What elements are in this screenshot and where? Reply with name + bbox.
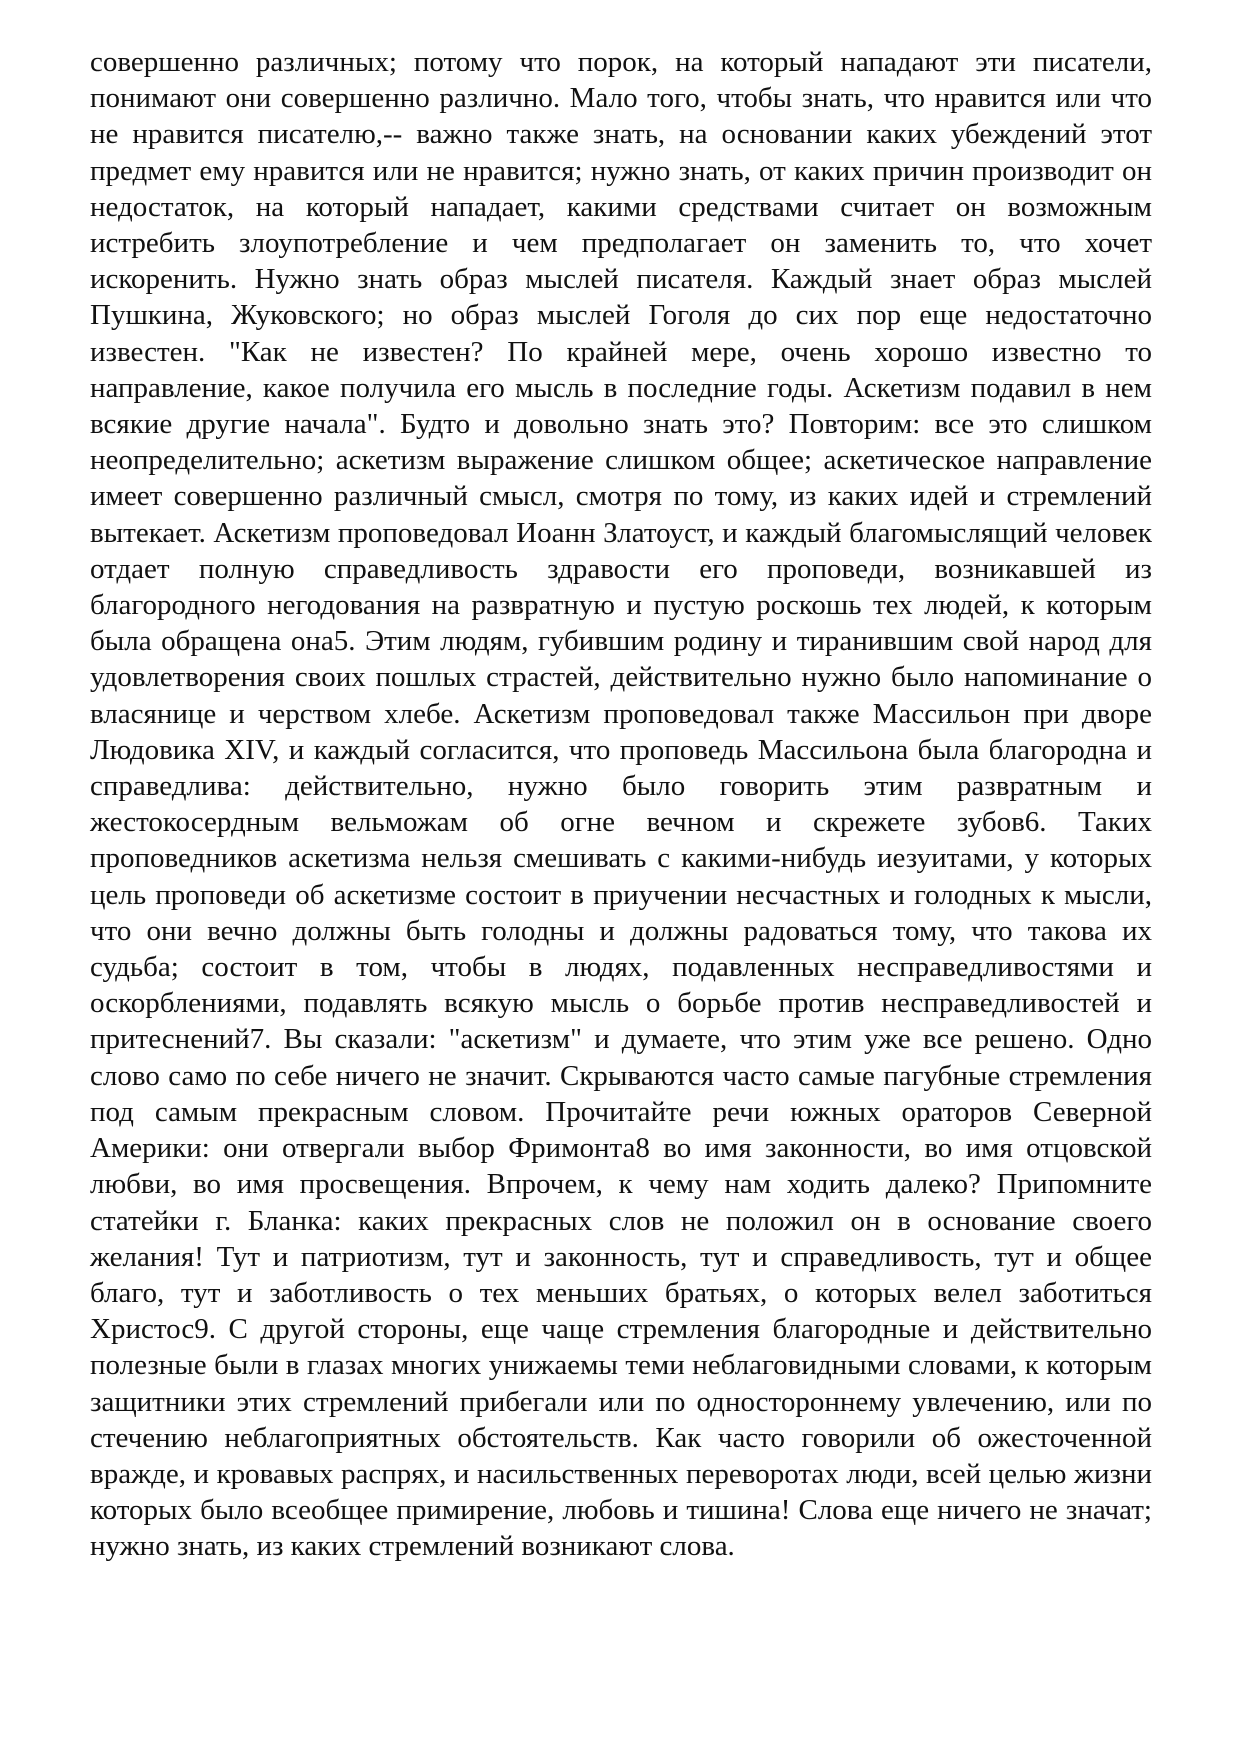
document-page bbox=[90, 44, 1152, 1565]
body-paragraph: совершенно различных; потому что порок, на который нападают эти писатели, понимают они совершенно различно. Мало того, чтобы знать, что нравится или что не нравится писателю,-- важно также знать, на основании каких убеждений этот предмет ему нравится или не нравится; нужно знать, от каких причин производит он недостаток, на который нападает, какими средствами считает он возможным истребить злоупотребление и чем предполагает он заменить то, что хочет искоренить. Нужно знать образ мыслей писателя. Каждый знает образ мыслей Пушкина, Жуковского; но образ мыслей Гоголя до сих пор еще недостаточно известен. "Как не известен? По крайней мере, очень хорошо известно то направление, какое получила его мысль в последние годы. Аскетизм подавил в нем всякие другие начала". Будто и довольно знать это? Повторим: все это слишком неопределительно; аскетизм выражение слишком общее; аскетическое направление имеет совершенно различный смысл, смотря по тому, из каких идей и стремлений вытекает. Аскетизм проповедовал Иоанн Златоуст, и каждый благомыслящий человек отдает полную справедливость здравости его проповеди, возникавшей из благородного негодования на развратную и пустую роскошь тех людей, к которым была обращена она5. Этим людям, губившим родину и тиранившим свой народ для удовлетворения своих пошлых страстей, действительно нужно было напоминание о власянице и черством хлебе. Аскетизм проповедовал также Массильон при дворе Людовика XIV, и каждый согласится, что проповедь Массильона была благородна и справедлива: действительно, нужно было говорить этим развратным и жестокосердным вельможам об огне вечном и скрежете зубов6. Таких проповедников аскетизма нельзя смешивать с какими-нибудь иезуитами, у которых цель проповеди об аскетизме состоит в приучении несчастных и голодных к мысли, что они вечно должны быть голодны и должны радоваться тому, что такова их судьба; состоит в том, чтобы в людях, подавленных несправедливостями и оскорблениями, подавлять всякую мысль о борьбе против несправедливостей и притеснений7. Вы сказали: "аскетизм" и думаете, что этим уже все решено. Одно слово само по себе ничего не значит. Скрываются часто самые пагубные стремления под самым прекрасным словом. Прочитайте речи южных ораторов Северной Америки: они отвергали выбор Фримонта8 во имя законности, во имя отцовской любви, во имя просвещения. Впрочем, к чему нам ходить далеко? Припомните статейки г. Бланка: каких прекрасных слов не положил он в основание своего желания! Тут и патриотизм, тут и законность, тут и справедливость, тут и общее благо, тут и заботливость о тех меньших братьях, о которых велел заботиться Христос9. С другой стороны, еще чаще стремления благородные и действительно полезные были в глазах многих унижаемы теми неблаговидными словами, к которым защитники этих стремлений прибегали или по одностороннему увлечению, или по стечению неблагоприятных обстоятельств. Как часто говорили об ожесточенной вражде, и кровавых распрях, и насильственных переворотах люди, всей целью жизни которых было всеобщее примирение, любовь и тишина! Слова еще ничего не значат; нужно знать, из каких стремлений возникают слова. bbox=[90, 46, 1152, 1563]
